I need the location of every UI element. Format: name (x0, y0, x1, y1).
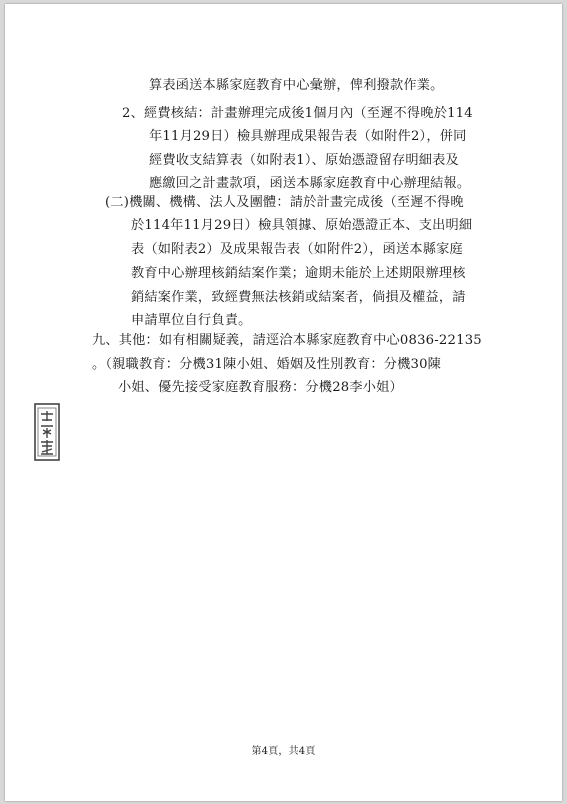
document-page (5, 4, 562, 801)
body-line-7: 於114年11月29日）檢具領據、原始憑證正本、支出明細 (131, 218, 473, 233)
body-line-1: 算表函送本縣家庭教育中心彙辦，俾利撥款作業。 (149, 78, 444, 93)
body-line-14: 小姐、優先接受家庭教育服務：分機28李小姐） (118, 380, 403, 395)
body-line-5: 應繳回之計畫款項，函送本縣家庭教育中心辦理結報。 (149, 176, 471, 191)
body-line-4: 經費收支結算表（如附表1）、原始憑證留存明細表及 (149, 153, 459, 168)
body-line-6: (二)機關、機構、法人及團體：請於計畫完成後（至遲不得晚 (105, 195, 464, 210)
body-line-9: 教育中心辦理核銷結案作業；逾期未能於上述期限辦理核 (131, 266, 466, 281)
body-line-11: 申請單位自行負責。 (131, 313, 252, 328)
body-line-12: 九、其他：如有相關疑義，請逕洽本縣家庭教育中心0836-22135 (92, 333, 482, 348)
body-line-13: 。（親職教育：分機31陳小姐、婚姻及性別教育：分機30陳 (92, 357, 442, 372)
body-line-8: 表（如附表2）及成果報告表（如附件2），函送本縣家庭 (131, 242, 463, 257)
seal-stamp-icon (33, 402, 61, 462)
page-number: 第4頁，共4頁 (251, 746, 316, 757)
body-line-3: 年11月29日）檢具辦理成果報告表（如附件2），併同 (149, 129, 467, 144)
body-line-10: 銷結案作業，致經費無法核銷或結案者，倘損及權益，請 (131, 290, 466, 305)
body-line-2: 2、經費核結：計畫辦理完成後1個月內（至遲不得晚於114 (122, 106, 473, 121)
